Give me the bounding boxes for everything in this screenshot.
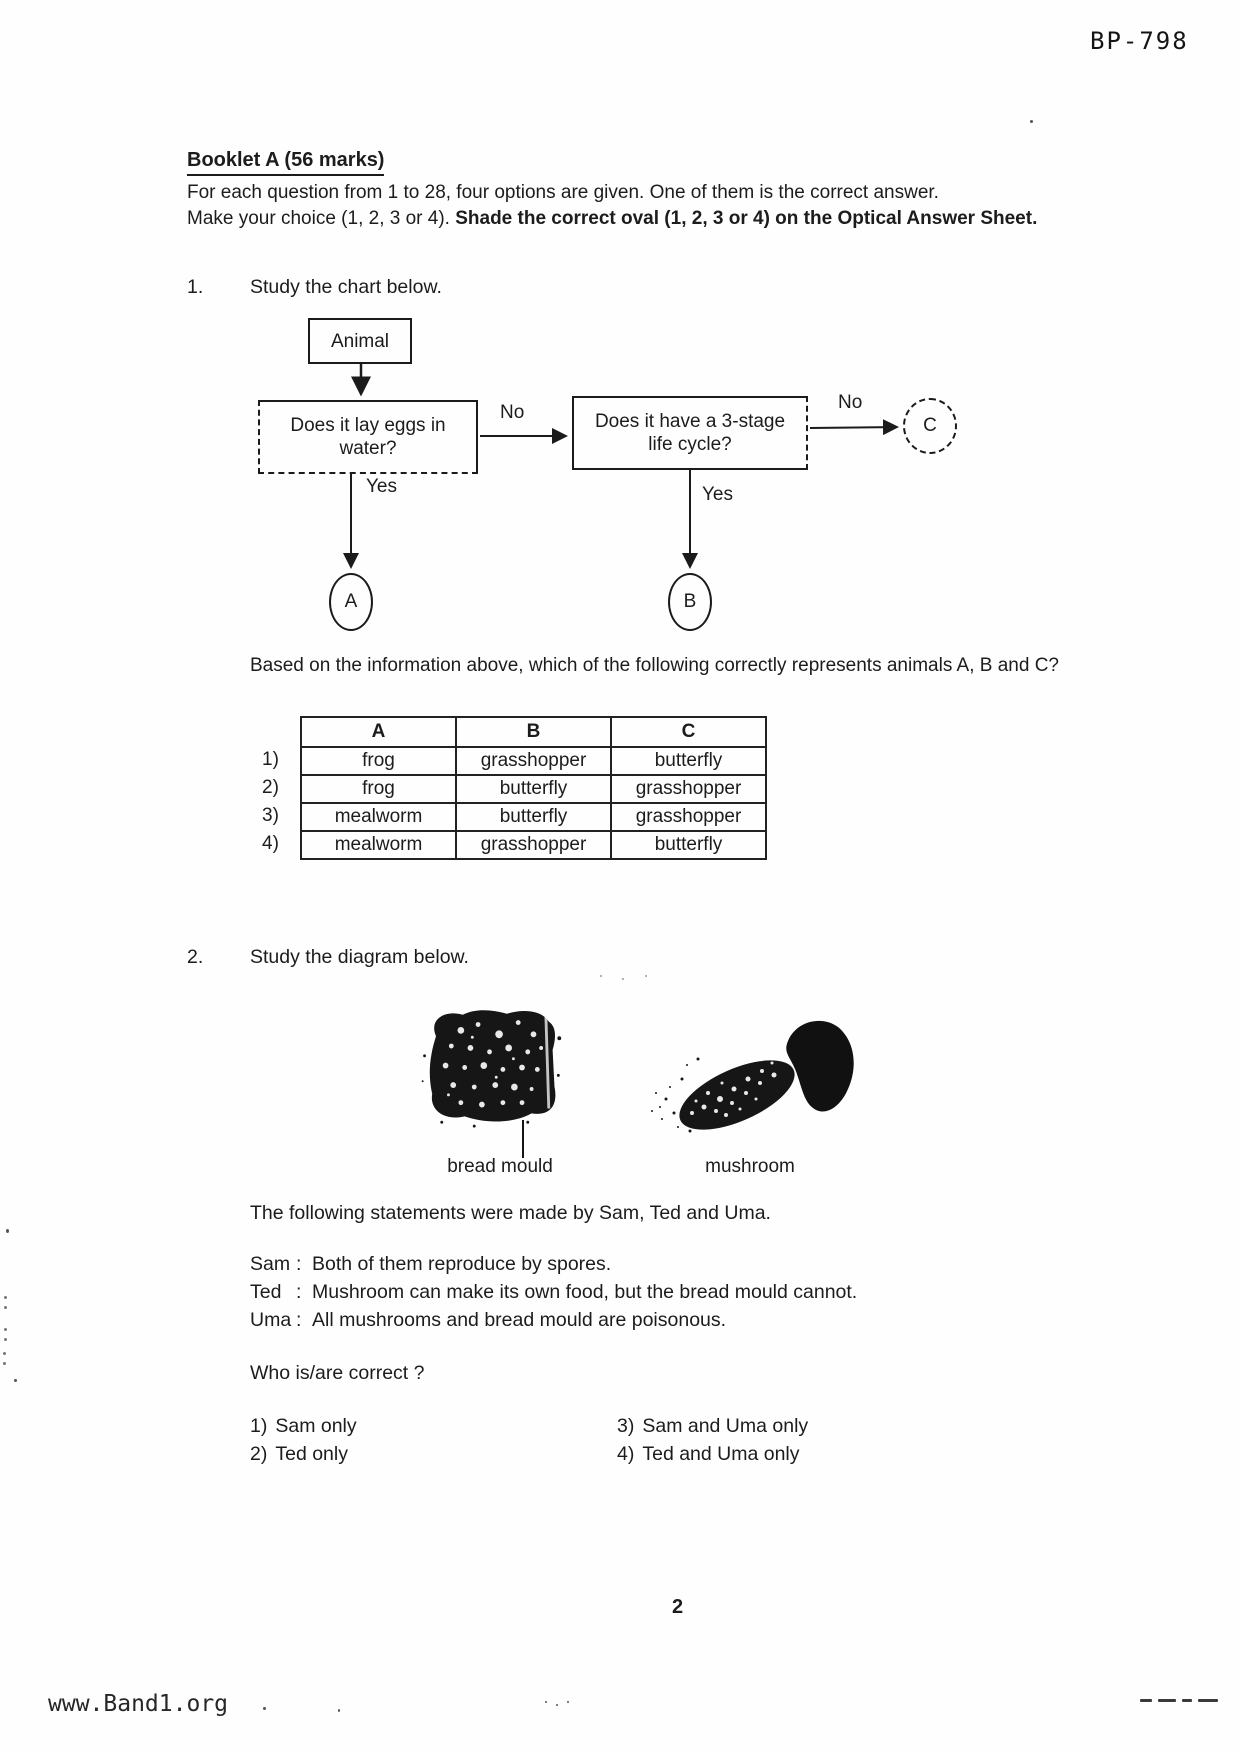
question-2-text: Who is/are correct ?: [250, 1362, 425, 1384]
option-number: 2): [250, 1443, 268, 1465]
question-2-row: [187, 946, 469, 969]
scan-artifact-dot: [556, 1704, 558, 1706]
scan-artifact-dot: [645, 975, 647, 977]
statement-sam: [250, 1250, 970, 1278]
option-text: Ted only: [275, 1443, 348, 1465]
scan-artifact-dot: [1030, 120, 1033, 123]
option-2: [250, 1440, 348, 1468]
flowchart-start-box: Animal: [308, 318, 412, 364]
table-row: [301, 803, 766, 831]
flowchart-node-a: A: [329, 573, 373, 631]
flowchart: [230, 308, 1020, 643]
table-option-numbers: [262, 716, 300, 860]
scan-artifact-dot: [600, 975, 602, 977]
question-1-text: Based on the information above, which of the following correctly represents animals A, B and C?: [250, 655, 1059, 676]
instructions-line1: For each question from 1 to 28, four options are given. One of them is the correct answer.: [187, 182, 939, 203]
scan-artifact-dot: [6, 1229, 9, 1233]
option-number: 1): [262, 749, 279, 770]
booklet-instructions: [187, 180, 1067, 232]
option-number: 4): [617, 1443, 635, 1465]
mushroom-label: mushroom: [705, 1156, 795, 1177]
option-number: 3): [617, 1415, 635, 1437]
watermark: www.Band1.org: [48, 1691, 229, 1717]
bread-mould-label: bread mould: [447, 1156, 553, 1177]
table-row: [301, 747, 766, 775]
table-cell: mealworm: [301, 831, 456, 859]
table-cell: butterfly: [611, 831, 766, 859]
flowchart-question2-box: Does it have a 3-stage life cycle?: [572, 396, 808, 470]
statement-separator: :: [296, 1309, 302, 1331]
option-1: [250, 1412, 357, 1440]
option-number: 1): [250, 1415, 268, 1437]
statement-name: Sam: [250, 1253, 291, 1275]
statement-name: Uma: [250, 1309, 292, 1331]
instructions-line2-bold: Shade the correct oval (1, 2, 3 or 4) on the Optical Answer Sheet.: [455, 208, 1038, 229]
option-number: 3): [262, 805, 279, 826]
statements-list: [250, 1250, 970, 1334]
statements-intro: The following statements were made by Sam, Ted and Uma.: [250, 1202, 771, 1224]
question-2-number: 2.: [187, 946, 204, 968]
bread-mould-image: [415, 1005, 587, 1130]
answer-table: [300, 716, 767, 860]
statement-separator: :: [296, 1253, 302, 1275]
flowchart-no-label-2: No: [838, 392, 863, 413]
table-cell: grasshopper: [456, 831, 611, 859]
flowchart-no-label-1: No: [500, 402, 525, 423]
scan-artifact-dot: [263, 1707, 266, 1710]
doc-code: BP-798: [1090, 27, 1189, 55]
scan-artifact-dot: [3, 1352, 6, 1355]
table-header: A: [301, 717, 456, 747]
answer-table-block: [262, 716, 767, 860]
statement-text: Mushroom can make its own food, but the bread mould cannot.: [312, 1281, 858, 1303]
option-number: 4): [262, 833, 279, 854]
scan-artifact-dot: [4, 1338, 7, 1341]
flowchart-yes-label-1: Yes: [366, 476, 397, 497]
table-cell: butterfly: [456, 803, 611, 831]
page-number: 2: [672, 1596, 684, 1618]
table-header: B: [456, 717, 611, 747]
option-text: Sam and Uma only: [642, 1415, 809, 1437]
mushroom-image: [632, 1015, 857, 1145]
scan-artifact-dash: [1182, 1699, 1192, 1702]
scan-artifact-dot: [14, 1379, 17, 1382]
flowchart-question1-box: Does it lay eggs in water?: [258, 400, 478, 474]
option-4: [617, 1440, 800, 1468]
question-2-prompt: Study the diagram below.: [250, 946, 469, 968]
instructions-line2-regular: Make your choice (1, 2, 3 or 4).: [187, 208, 456, 229]
option-text: Ted and Uma only: [642, 1443, 800, 1465]
table-header: C: [611, 717, 766, 747]
table-row: [301, 831, 766, 859]
scan-artifact-dash: [1198, 1699, 1218, 1702]
table-header-row: [301, 717, 766, 747]
table-cell: grasshopper: [456, 747, 611, 775]
table-cell: grasshopper: [611, 803, 766, 831]
scan-artifact-dot: [545, 1701, 547, 1703]
option-3: [617, 1412, 808, 1440]
scan-artifact-dot: [567, 1701, 569, 1703]
table-cell: butterfly: [456, 775, 611, 803]
scan-artifact-dot: [4, 1306, 7, 1309]
table-cell: mealworm: [301, 803, 456, 831]
statement-separator: :: [296, 1281, 302, 1303]
scan-artifact-dot: [338, 1709, 340, 1712]
table-cell: grasshopper: [611, 775, 766, 803]
flowchart-node-c: C: [903, 398, 957, 454]
bread-mould-pointer-line: [522, 1120, 524, 1158]
question-2-options: [250, 1412, 1050, 1472]
booklet-header: [187, 147, 1067, 232]
statement-text: Both of them reproduce by spores.: [312, 1253, 612, 1275]
question-1-prompt: Study the chart below.: [250, 276, 442, 298]
booklet-title: Booklet A (56 marks): [187, 147, 384, 176]
scan-artifact-dash: [1140, 1699, 1152, 1702]
scan-artifact-dot: [4, 1296, 7, 1299]
question-1-number: 1.: [187, 276, 204, 298]
table-row: [301, 775, 766, 803]
option-text: Sam only: [275, 1415, 357, 1437]
statement-ted: [250, 1278, 970, 1306]
scan-artifact-dot: [622, 978, 624, 980]
scan-artifact-dot: [3, 1362, 6, 1365]
table-cell: frog: [301, 775, 456, 803]
flowchart-node-b: B: [668, 573, 712, 631]
flowchart-yes-label-2: Yes: [702, 484, 733, 505]
option-number: 2): [262, 777, 279, 798]
statement-name: Ted: [250, 1281, 282, 1303]
statement-text: All mushrooms and bread mould are poisonous.: [312, 1309, 727, 1331]
scan-artifact-dot: [4, 1328, 7, 1331]
statement-uma: [250, 1306, 970, 1334]
question-1-row: [187, 276, 442, 299]
table-cell: frog: [301, 747, 456, 775]
table-cell: butterfly: [611, 747, 766, 775]
scan-artifact-dash: [1158, 1699, 1176, 1702]
